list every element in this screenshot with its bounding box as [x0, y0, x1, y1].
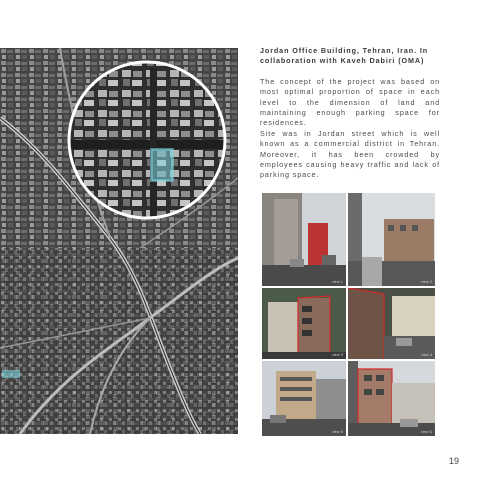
photo-tag: view 6 — [420, 430, 432, 434]
site-photo-grid — [262, 193, 435, 436]
concept-paragraph: The concept of the project was based on most optimal proportion of space in each level to the dimension of land and maintaining enough parking space for residences. — [260, 76, 440, 128]
photo-tag: view 3 — [331, 353, 343, 357]
photo-tag: view 1 — [331, 280, 343, 284]
photo-tag: view 4 — [420, 353, 432, 357]
site-photo — [262, 288, 346, 359]
site-marker — [2, 370, 20, 378]
project-description — [260, 46, 440, 181]
aerial-map-image — [0, 48, 238, 434]
photo-tag: view 5 — [331, 430, 343, 434]
project-title-line-1: Jordan Office Building, Tehran, Iran. In — [260, 46, 429, 55]
site-photo — [348, 288, 435, 359]
site-photo — [262, 361, 346, 436]
site-photo — [262, 193, 346, 286]
site-photo — [348, 193, 435, 286]
photo-tag: view 2 — [420, 280, 432, 284]
site-paragraph: Site was in Jordan street which is well known as a commercial district in Tehran. Moreover, it has been crowded by employees causing heavy traffic and lack of parking space. — [260, 128, 440, 180]
project-title-line-2: collaboration with Kaveh Dabiri (OMA) — [260, 56, 425, 66]
aerial-site-map — [0, 48, 238, 434]
site-photo — [348, 361, 435, 436]
page-number: 19 — [449, 456, 460, 466]
